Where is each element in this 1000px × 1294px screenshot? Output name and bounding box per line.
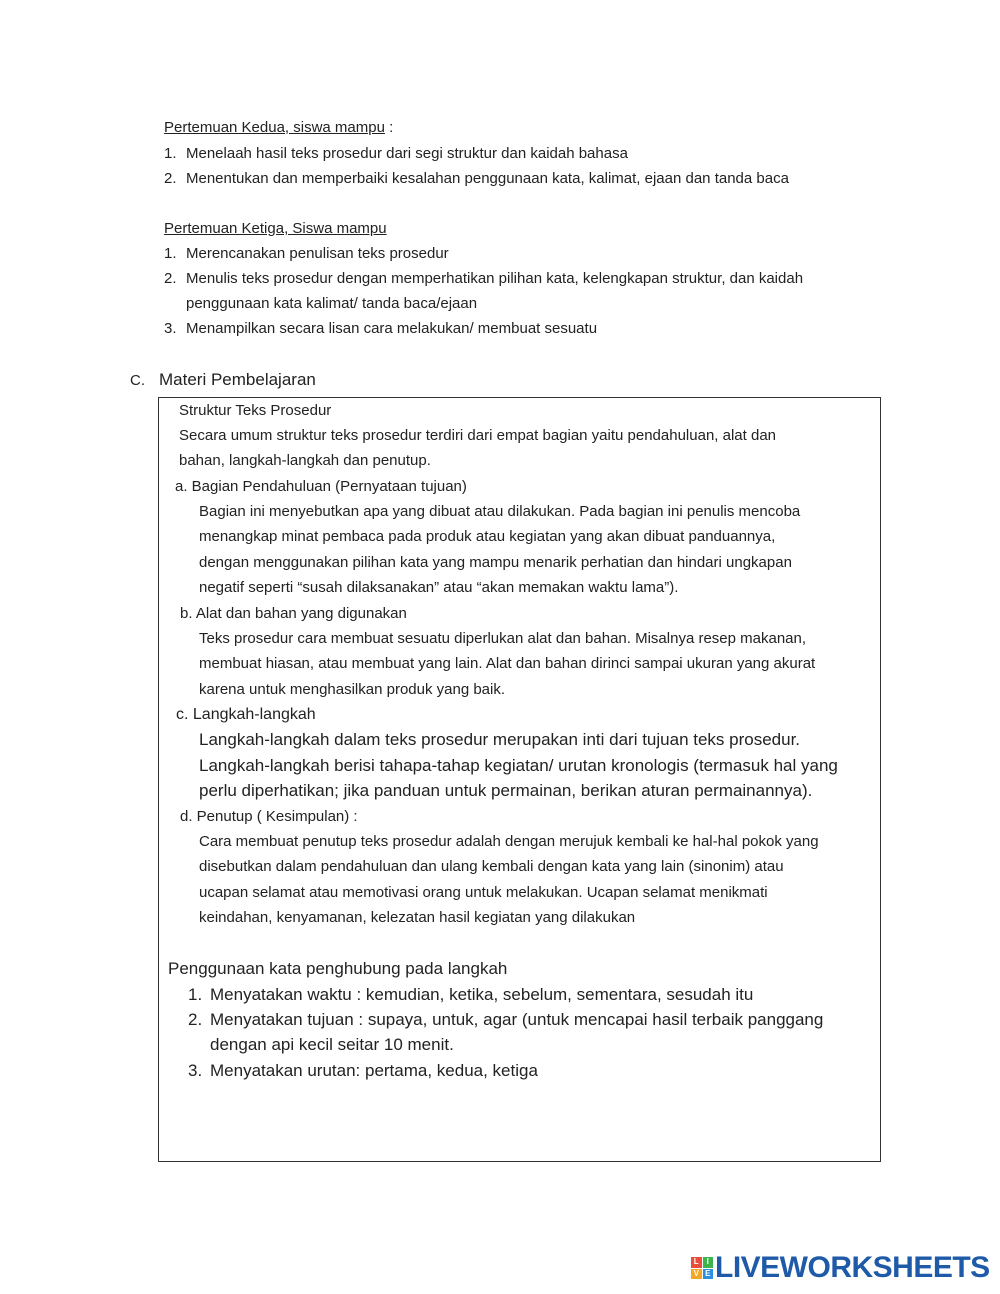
list-number: 3.: [188, 1061, 203, 1080]
list-number: 2.: [164, 270, 177, 287]
part-d-line: disebutkan dalam pendahuluan dan ulang kembali dengan kata yang lain (sinonim) atau: [199, 858, 784, 875]
list-number: 2.: [188, 1010, 203, 1029]
part-b-line: Teks prosedur cara membuat sesuatu diperlukan alat dan bahan. Misalnya resep makanan,: [199, 630, 807, 647]
connectors-heading: Penggunaan kata penghubung pada langkah: [168, 959, 508, 978]
section-c-letter: C.: [130, 372, 145, 389]
part-d-heading: d. Penutup ( Kesimpulan) :: [180, 808, 358, 825]
meeting2-heading: Pertemuan Kedua, siswa mampu: [164, 119, 385, 136]
part-a-line: dengan menggunakan pilihan kata yang mampu menarik perhatian dan hindari ungkapan: [199, 554, 792, 571]
logo-icon-letter: L: [691, 1257, 702, 1268]
meeting3-item-2: [164, 270, 803, 287]
list-item-text: Merencanakan penulisan teks prosedur: [186, 245, 449, 262]
list-item-text: Menyatakan waktu : kemudian, ketika, sebelum, sementara, sesudah itu: [210, 985, 754, 1004]
list-number: 1.: [164, 245, 177, 262]
part-b-line: karena untuk menghasilkan produk yang baik.: [199, 681, 506, 698]
materi-intro-line: Secara umum struktur teks prosedur terdiri dari empat bagian yaitu pendahuluan, alat dan: [179, 427, 777, 444]
logo-icon-letter: V: [691, 1269, 702, 1280]
list-item-text: Menyatakan tujuan : supaya, untuk, agar (untuk mencapai hasil terbaik panggang: [210, 1010, 824, 1029]
list-number: 3.: [164, 320, 177, 337]
list-item-text: Menyatakan urutan: pertama, kedua, ketiga: [210, 1061, 538, 1080]
liveworksheets-logo[interactable]: [691, 1253, 990, 1283]
part-c-line: Langkah-langkah dalam teks prosedur merupakan inti dari tujuan teks prosedur.: [199, 730, 801, 749]
materi-intro-line: bahan, langkah-langkah dan penutup.: [179, 452, 431, 469]
section-c-title: Materi Pembelajaran: [159, 370, 316, 389]
logo-icon-letter: I: [703, 1257, 714, 1268]
connectors-item-2-continued: dengan api kecil seitar 10 menit.: [210, 1035, 454, 1054]
part-d-line: Cara membuat penutup teks prosedur adalah dengan merujuk kembali ke hal-hal pokok yang: [199, 833, 819, 850]
meeting2-item-1: [164, 145, 628, 162]
list-number: 2.: [164, 170, 177, 187]
meeting3-item-3: [164, 320, 597, 337]
list-item-text: Menulis teks prosedur dengan memperhatikan pilihan kata, kelengkapan struktur, dan kaidah: [186, 270, 804, 287]
meeting3-heading: Pertemuan Ketiga, Siswa mampu: [164, 220, 387, 237]
part-c-heading: c. Langkah-langkah: [176, 706, 316, 723]
materi-title: Struktur Teks Prosedur: [179, 402, 332, 419]
part-a-line: Bagian ini menyebutkan apa yang dibuat atau dilakukan. Pada bagian ini penulis mencoba: [199, 503, 801, 520]
connectors-item-2: [188, 1010, 823, 1030]
part-c-line: perlu diperhatikan; jika panduan untuk permainan, berikan aturan permainannya).: [199, 781, 813, 800]
part-a-line: menangkap minat pembaca pada produk atau kegiatan yang akan dibuat panduannya,: [199, 528, 776, 545]
list-item-text: Menelaah hasil teks prosedur dari segi struktur dan kaidah bahasa: [186, 145, 628, 162]
liveworksheets-logo-icon: [691, 1257, 713, 1279]
list-number: 1.: [164, 145, 177, 162]
list-item-text: Menampilkan secara lisan cara melakukan/ membuat sesuatu: [186, 320, 598, 337]
meeting2-heading-line: [164, 119, 393, 136]
connectors-item-1: [188, 985, 753, 1005]
part-b-heading: b. Alat dan bahan yang digunakan: [180, 605, 407, 622]
part-a-line: negatif seperti “susah dilaksanakan” atau “akan memakan waktu lama”).: [199, 579, 679, 596]
meeting3-item-1: [164, 245, 449, 262]
liveworksheets-logo-text: LIVEWORKSHEETS: [715, 1251, 990, 1284]
part-b-line: membuat hiasan, atau membuat yang lain. Alat dan bahan dirinci sampai ukuran yang akurat: [199, 655, 816, 672]
part-d-line: keindahan, kenyamanan, kelezatan hasil kegiatan yang dilakukan: [199, 909, 636, 926]
logo-icon-letter: E: [703, 1269, 714, 1280]
part-d-line: ucapan selamat atau memotivasi orang untuk melakukan. Ucapan selamat menikmati: [199, 884, 768, 901]
meeting2-item-2: [164, 170, 789, 187]
meeting3-item-2-continued: penggunaan kata kalimat/ tanda baca/ejaan: [186, 295, 478, 312]
list-item-text: Menentukan dan memperbaiki kesalahan penggunaan kata, kalimat, ejaan dan tanda baca: [186, 170, 789, 187]
list-number: 1.: [188, 985, 203, 1004]
meeting2-colon: :: [384, 119, 394, 136]
part-c-line: Langkah-langkah berisi tahapa-tahap kegiatan/ urutan kronologis (termasuk hal yang: [199, 756, 838, 775]
connectors-item-3: [188, 1061, 538, 1081]
part-a-heading: a. Bagian Pendahuluan (Pernyataan tujuan): [175, 478, 467, 495]
